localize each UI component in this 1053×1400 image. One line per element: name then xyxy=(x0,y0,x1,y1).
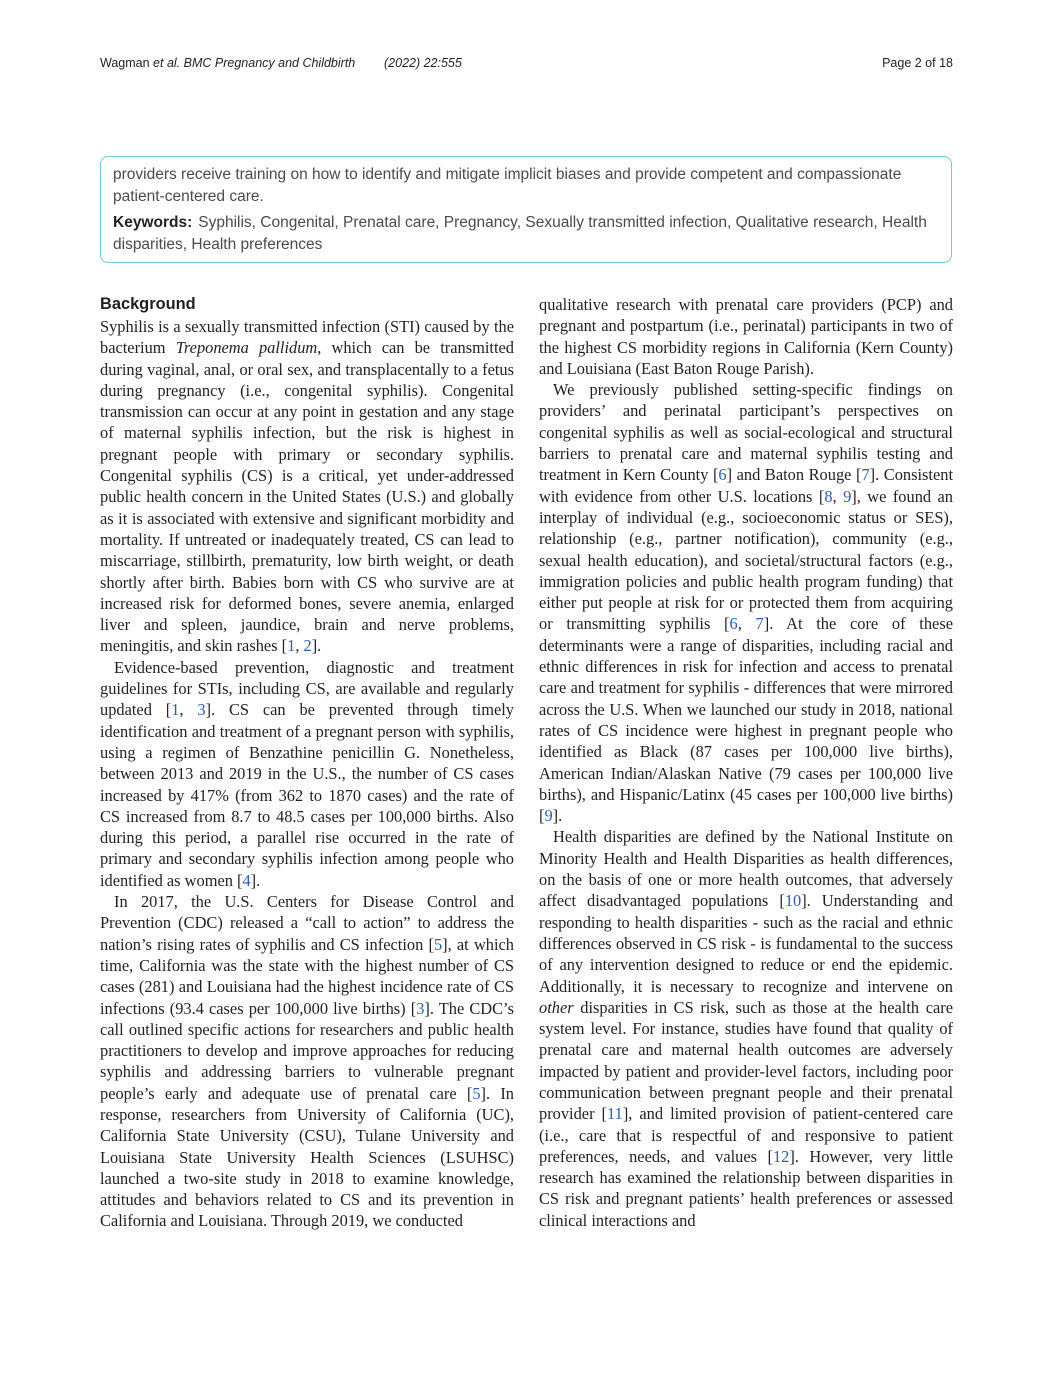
citation-link[interactable]: 1 xyxy=(171,700,180,720)
paragraph: qualitative research with prenatal care providers (PCP) and pregnant and postpartum (i.e., perinatal) participants in two of the highest CS morbidity regions in California (Kern County) and Louisiana (East Baton Rouge Parish). xyxy=(539,295,953,378)
citation-link[interactable]: 8 xyxy=(824,486,833,506)
citation-link[interactable]: 6 xyxy=(718,465,727,485)
running-head xyxy=(100,56,355,70)
abstract-tail-text: providers receive training on how to identify and mitigate implicit biases and provide competent and compassionate patient-centered care. xyxy=(113,166,902,205)
page-number: Page 2 of 18 xyxy=(882,56,953,70)
citation-link[interactable]: 10 xyxy=(784,891,802,911)
header-authors: Wagman xyxy=(100,56,150,70)
paragraph: We previously published setting-specific findings on providers’ and perinatal participant’s perspectives on congenital syphilis as well as social-ecological and structural barriers to prenatal care and maternal syphilis testing and treatment in Kern County [6] and Baton Rouge [7]. Consistent with evidence from other U.S. locations [8, 9], we found an interplay of individual (e.g., socioeconomic status or SES), relationship (e.g., partner notification), community (e.g., sexual health education), and societal/structural factors (e.g., immigration policies and public health program funding) that either put people at risk for or protected them from acquiring or transmitting syphilis [6, 7]. At the core of these determinants were a range of disparities, including racial and ethnic differences in risk for infection and access to prenatal care and treatment for syphilis - differences that were mirrored across the U.S. When we launched our study in 2018, national rates of CS incidence were highest in pregnant people who identified as Black (87 cases per 100,000 live births), American Indian/Alaskan Native (79 cases per 100,000 live births), and Hispanic/Latinx (45 cases per 100,000 live births) [9]. xyxy=(539,380,953,826)
header-journal: BMC Pregnancy and Childbirth xyxy=(183,56,356,70)
citation-link[interactable]: 6 xyxy=(729,614,738,634)
abstract-box xyxy=(100,156,952,263)
left-column xyxy=(100,294,514,1232)
header-year: (2022) 22:555 xyxy=(384,56,462,70)
citation-link[interactable]: 4 xyxy=(242,870,251,890)
citation-link[interactable]: 3 xyxy=(197,700,206,720)
citation-link[interactable]: 3 xyxy=(416,998,425,1018)
section-title: Background xyxy=(100,295,196,313)
right-column xyxy=(539,294,953,1231)
keywords-label: Keywords: xyxy=(113,214,193,231)
keywords-list: Syphilis, Congenital, Prenatal care, Pregnancy, Sexually transmitted infection, Qualitative research, Health disparities, Health preferences xyxy=(113,214,927,253)
citation-link[interactable]: 2 xyxy=(303,636,312,656)
citation-link[interactable]: 12 xyxy=(772,1146,790,1166)
citation-link[interactable]: 5 xyxy=(433,934,443,954)
citation-link[interactable]: 9 xyxy=(843,486,852,506)
paragraph: In 2017, the U.S. Centers for Disease Control and Prevention (CDC) released a “call to action” to address the nation’s rising rates of syphilis and CS infection [5], at which time, California was the state with the highest number of CS cases (281) and Louisiana had the highest incidence rate of CS infections (93.4 cases per 100,000 live births) [3]. The CDC’s call outlined specific actions for researchers and public health practitioners to develop and improve approaches for reducing syphilis and addressing barriers to vulnerable pregnant people’s early and adequate use of prenatal care [5]. In response, researchers from University of California (UC), California State University (CSU), Tulane University and Louisiana State University Health Sciences (LSUHSC) launched a two-site study in 2018 to examine knowledge, attitudes and behaviors related to CS and its prevention in California and Louisiana. Through 2019, we conducted xyxy=(100,892,514,1231)
citation-link[interactable]: 9 xyxy=(544,806,553,826)
citation-link[interactable]: 11 xyxy=(607,1104,623,1124)
paragraph: Syphilis is a sexually transmitted infection (STI) caused by the bacterium Treponema pallidum, which can be transmitted during vaginal, anal, or oral sex, and transplacentally to a fetus during pregnancy (i.e., congenital syphilis). Congenital transmission can occur at any point in gestation and any stage of maternal syphilis infection, but the risk is highest in pregnant people with primary or secondary syphilis. Congenital syphilis (CS) is a critical, yet under-addressed public health concern in the United States (U.S.) and globally as it is associated with extensive and significant morbidity and mortality. If untreated or inadequately treated, CS can lead to miscarriage, stillbirth, prematurity, low birth weight, or death shortly after birth. Babies born with CS who survive are at increased risk for deformed bones, severe anemia, enlarged liver and spleen, jaundice, brain and nerve problems, meningitis, and skin rashes [1, 2]. xyxy=(100,317,514,656)
paragraph: Evidence-based prevention, diagnostic and treatment guidelines for STIs, including CS, are available and regularly updated [1, 3]. CS can be prevented through timely identification and treatment of a pregnant person with syphilis, using a regimen of Benzathine penicillin G. Nonetheless, between 2013 and 2019 in the U.S., the number of CS cases increased by 417% (from 362 to 1870 cases) and the rate of CS increased from 8.7 to 48.5 cases per 100,000 births. Also during this period, a parallel rise occurred in the rate of primary and secondary syphilis infection among people who identified as women [4]. xyxy=(100,657,514,890)
keywords xyxy=(113,212,939,256)
citation-link[interactable]: 7 xyxy=(861,465,870,485)
paragraph: Health disparities are defined by the National Institute on Minority Health and Health Disparities as health differences, on the basis of one or more health outcomes, that adversely affect disadvantaged populations [10]. Understanding and responding to health disparities - such as the racial and ethnic differences observed in CS risk - is fundamental to the success of any intervention designed to reduce or end the epidemic. Additionally, it is necessary to recognize and intervene on other disparities in CS risk, such as those at the health care system level. For instance, studies have found that quality of prenatal care and maternal health outcomes are adversely impacted by patient and provider-level factors, including poor communication between pregnant people and their prenatal provider [11], and limited provision of patient-centered care (i.e., care that is respectful of and responsive to patient preferences, needs, and values [12]. However, very little research has examined the relationship between disparities in CS risk and pregnant patients’ health preferences or assessed clinical interactions and xyxy=(539,827,954,1230)
citation-link[interactable]: 7 xyxy=(755,614,764,634)
citation-link[interactable]: 1 xyxy=(287,636,296,656)
header-etal: et al. xyxy=(153,56,181,70)
citation-link[interactable]: 5 xyxy=(472,1083,481,1103)
